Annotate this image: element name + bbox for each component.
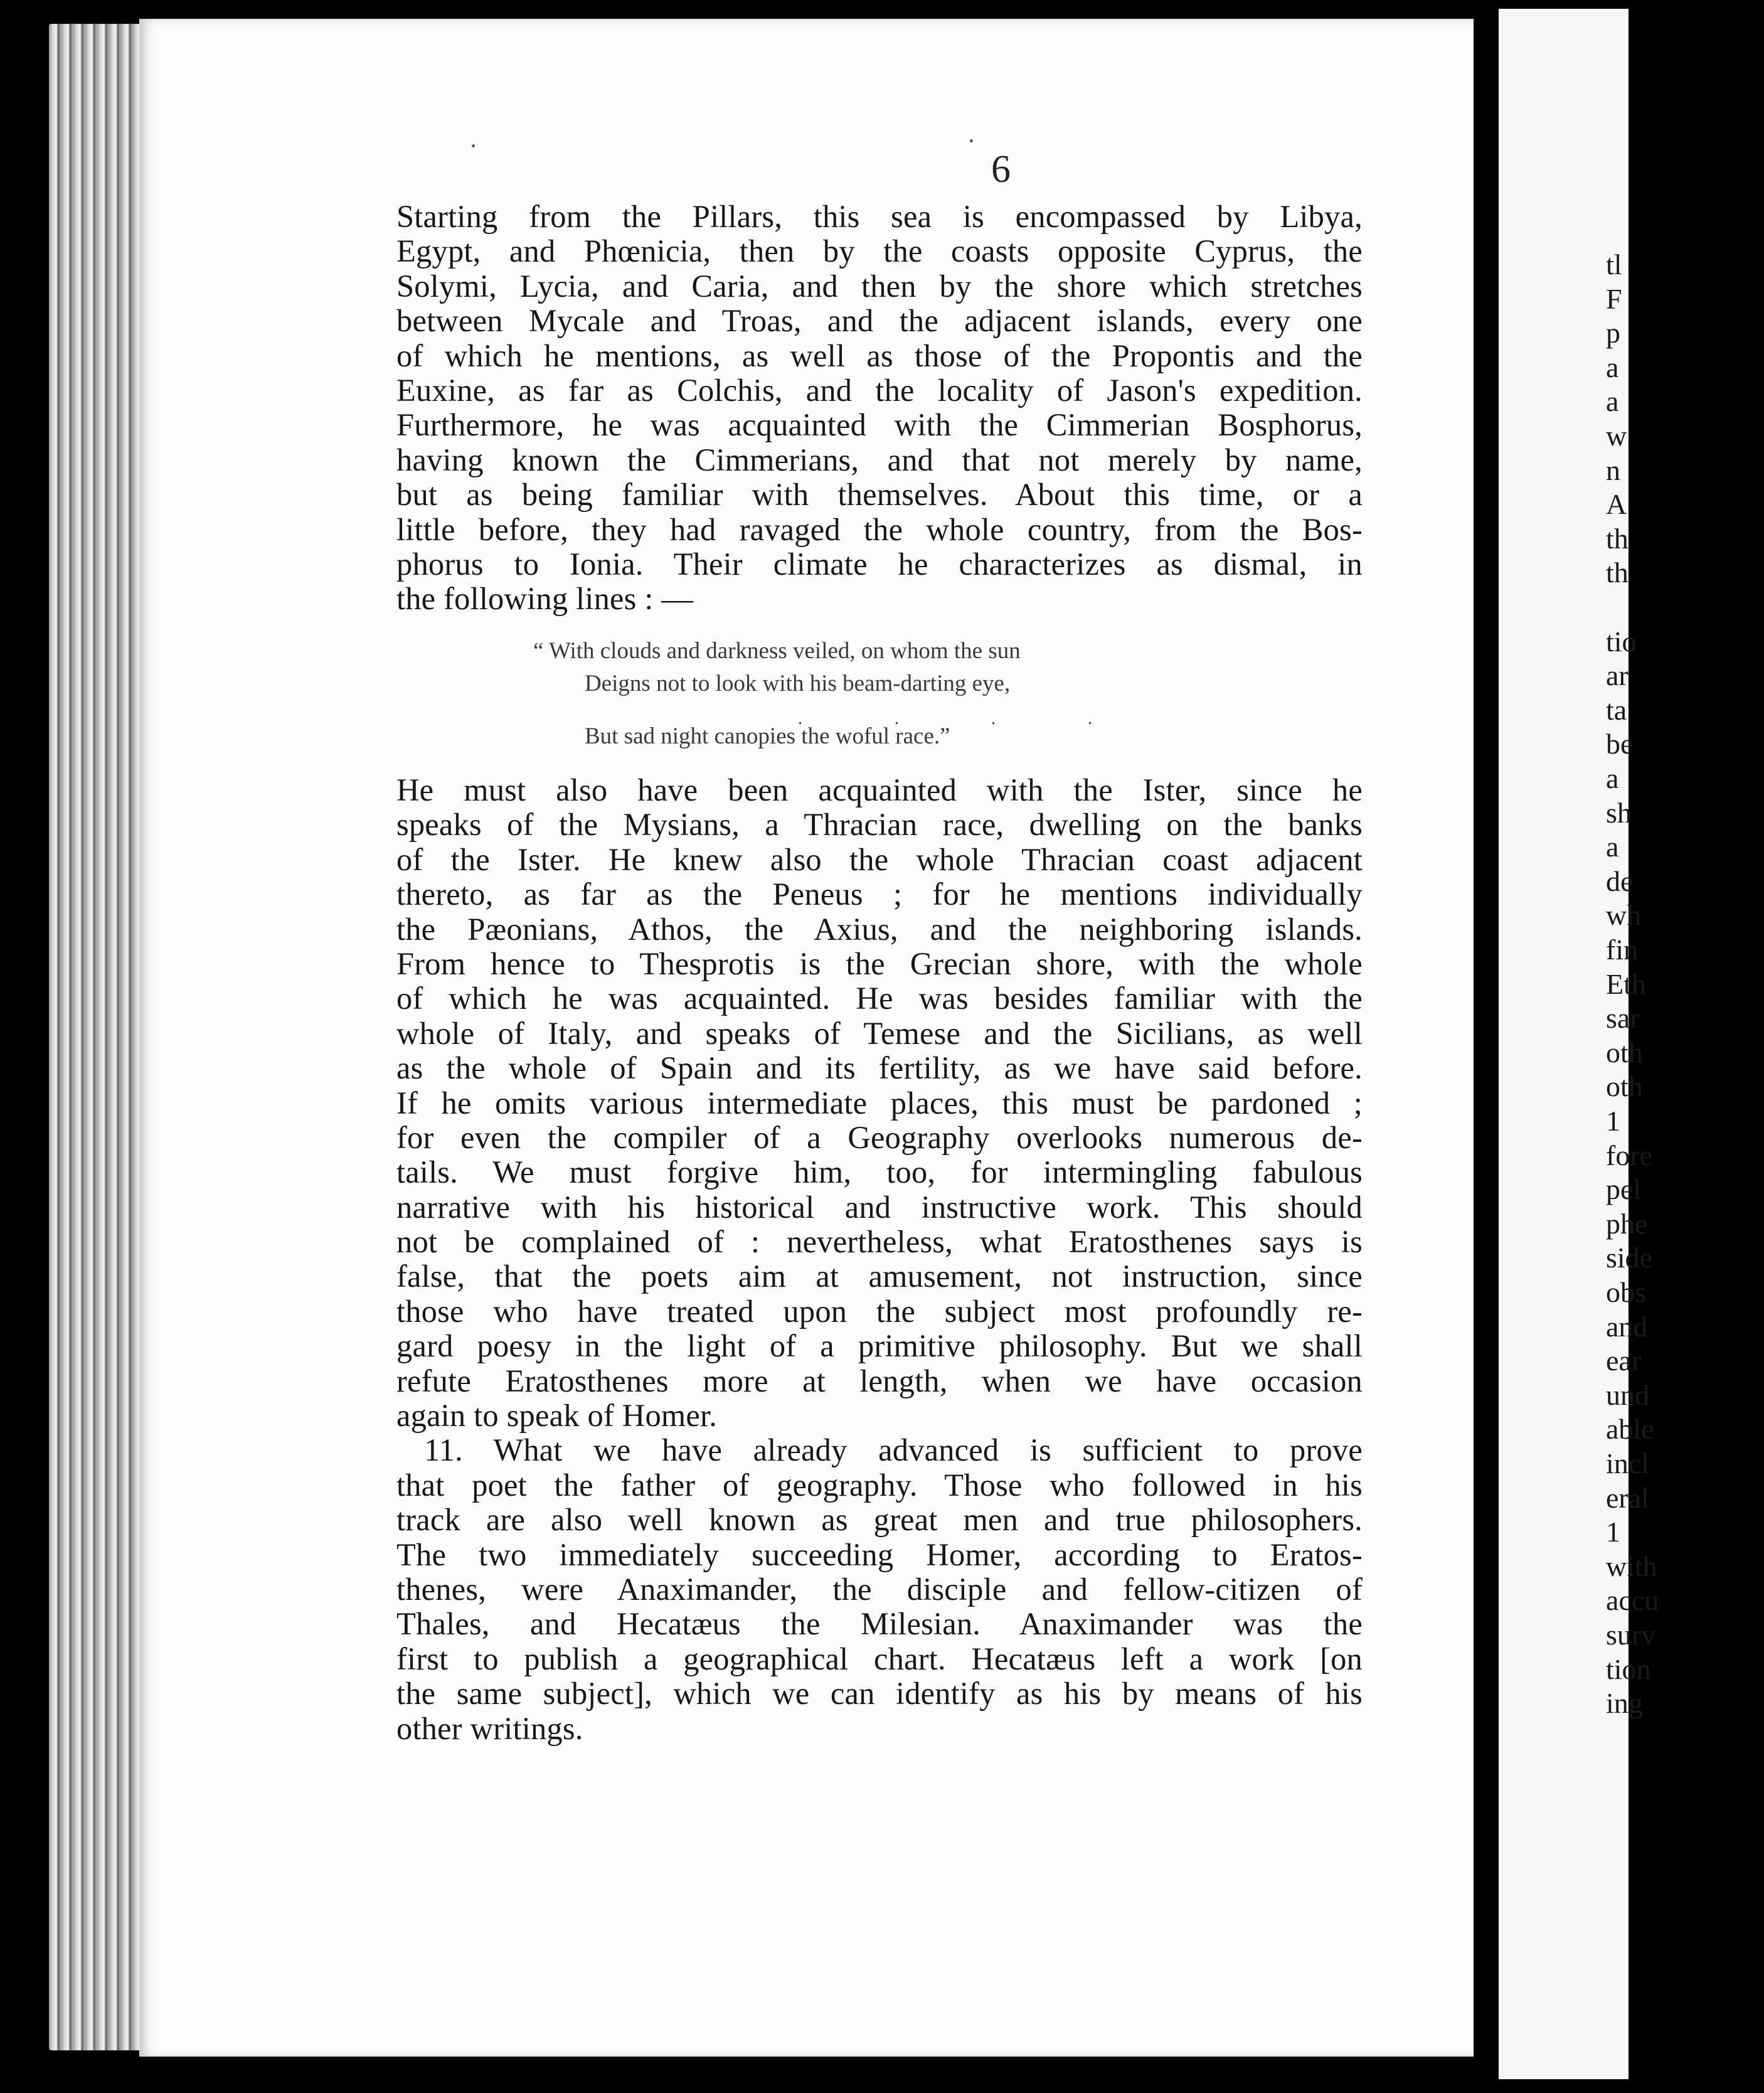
facing-page-fragment: eral	[1606, 1481, 1649, 1514]
facing-page-fragment: 1	[1606, 1105, 1620, 1137]
text-line: Solymi, Lycia, and Caria, and then by the shore which stretches	[396, 268, 1363, 304]
facing-page-fragment: ing	[1606, 1687, 1643, 1720]
verse-line-3: But sad night canopies the woful race.”	[585, 723, 950, 749]
page-number: 6	[991, 148, 1011, 191]
paragraph-3	[396, 1433, 1363, 1746]
text-line: of which he was acquainted. He was besides familiar with the	[396, 981, 1363, 1016]
text-line: From hence to Thesprotis is the Grecian shore, with the whole	[396, 945, 1363, 981]
page-body-text-continued	[396, 773, 1363, 1746]
text-line: the following lines : —	[396, 581, 694, 617]
text-line: 11. What we have already advanced is sufficient to prove	[424, 1432, 1363, 1468]
facing-page-fragment: sar	[1606, 1002, 1640, 1035]
facing-page-fragment: a	[1606, 831, 1619, 863]
facing-page-fragment: oth	[1606, 1070, 1643, 1103]
text-line: speaks of the Mysians, a Thracian race, dwelling on the banks	[396, 807, 1363, 843]
text-line: If he omits various intermediate places, this must be pardoned ;	[396, 1085, 1363, 1121]
text-line: of which he mentions, as well as those of the Propontis and the	[396, 338, 1363, 373]
facing-page-fragment: Eth	[1606, 967, 1646, 1000]
text-line: the Pæonians, Athos, the Axius, and the neighboring islands.	[396, 911, 1363, 947]
verse-ellipsis: . . . .	[798, 709, 1136, 728]
facing-page-fragment: w	[1606, 420, 1627, 452]
text-line: thereto, as far as the Peneus ; for he mentions individually	[396, 876, 1363, 912]
text-line: tails. We must forgive him, too, for intermingling fabulous	[396, 1154, 1363, 1190]
facing-page-fragment: ta	[1606, 693, 1627, 726]
text-line: gard poesy in the light of a primitive philosophy. But we shall	[396, 1328, 1363, 1364]
facing-page-fragment: and	[1606, 1310, 1648, 1343]
text-line: whole of Italy, and speaks of Temese and the Sicilians, as well	[396, 1015, 1363, 1051]
facing-page-fragment: ar	[1606, 659, 1629, 692]
facing-page-fragment: und	[1606, 1378, 1649, 1411]
text-line: the same subject], which we can identify as his by means of his	[396, 1676, 1363, 1712]
verse-line-1: “ With clouds and darkness veiled, on whom the sun	[533, 638, 1021, 664]
text-line: of the Ister. He knew also the whole Thracian coast adjacent	[396, 841, 1363, 877]
facing-page-fragment: 1	[1606, 1516, 1620, 1548]
facing-page-fragment: F	[1606, 282, 1622, 315]
facing-page-fragment: a	[1606, 351, 1619, 383]
facing-page-fragment: fin	[1606, 934, 1639, 966]
text-line: The two immediately succeeding Homer, according to Eratos-	[396, 1536, 1363, 1572]
facing-page-fragment: obs	[1606, 1276, 1646, 1308]
facing-page-fragment: side	[1606, 1242, 1653, 1274]
facing-page-fragment: n	[1606, 454, 1620, 486]
facing-page-fragment: a	[1606, 762, 1619, 794]
facing-page-fragment: phe	[1606, 1207, 1648, 1240]
text-line: track are also well known as great men and true philosophers.	[396, 1502, 1363, 1538]
paragraph-2	[396, 773, 1363, 1433]
text-line: refute Eratosthenes more at length, when we have occasion	[396, 1363, 1363, 1398]
facing-page-fragment: tl	[1606, 248, 1622, 280]
text-line: as the whole of Spain and its fertility, as we have said before.	[396, 1050, 1363, 1086]
facing-page-fragment: fore	[1606, 1139, 1653, 1171]
facing-page-fragment: a	[1606, 385, 1619, 418]
text-line: not be complained of : nevertheless, what Eratosthenes says is	[396, 1224, 1363, 1260]
facing-page-fragment: incl	[1606, 1447, 1649, 1479]
text-line: between Mycale and Troas, and the adjacent islands, every one	[396, 303, 1363, 339]
facing-page-fragment: with	[1606, 1550, 1657, 1582]
text-line: Furthermore, he was acquainted with the Cimmerian Bosphorus,	[396, 407, 1363, 443]
facing-page-fragment: able	[1606, 1413, 1654, 1446]
text-line: those who have treated upon the subject most profoundly re-	[396, 1293, 1363, 1329]
facing-page-fragment: oth	[1606, 1036, 1643, 1068]
text-line: little before, they had ravaged the whole country, from the Bos-	[396, 511, 1363, 547]
text-line: Starting from the Pillars, this sea is encompassed by Libya,	[396, 199, 1363, 234]
text-line: false, that the poets aim at amusement, not instruction, since	[396, 1259, 1363, 1294]
facing-page-fragment: be	[1606, 728, 1634, 760]
text-line: other writings.	[396, 1710, 583, 1746]
text-line: He must also have been acquainted with the Ister, since he	[396, 772, 1363, 807]
text-line: but as being familiar with themselves. About this time, or a	[396, 477, 1363, 513]
text-line: Egypt, and Phœnicia, then by the coasts opposite Cyprus, the	[396, 233, 1363, 269]
facing-page-fragment: th	[1606, 557, 1629, 589]
text-line: thenes, were Anaximander, the disciple and fellow-citizen of	[396, 1571, 1363, 1607]
facing-page-fragment: tion	[1606, 1653, 1651, 1685]
facing-page-fragment: pel	[1606, 1173, 1642, 1206]
text-line: again to speak of Homer.	[396, 1398, 718, 1434]
ink-speck	[472, 144, 475, 147]
text-line: narrative with his historical and instructive work. This should	[396, 1189, 1363, 1225]
facing-page-fragment: wh	[1606, 899, 1642, 932]
stacked-page-edges	[49, 24, 143, 2050]
facing-page-fragment: accu	[1606, 1584, 1659, 1617]
paragraph-1	[396, 200, 1363, 617]
text-line: first to publish a geographical chart. Hecatæus left a work [on	[396, 1641, 1363, 1676]
facing-page-fragment: A	[1606, 488, 1627, 521]
verse-line-2: Deigns not to look with his beam-darting eye,	[585, 671, 1011, 696]
text-line: Euxine, as far as Colchis, and the locality of Jason's expedition.	[396, 372, 1363, 408]
facing-page-fragment: th	[1606, 522, 1629, 555]
page-body-text	[396, 200, 1363, 617]
book-gutter	[1474, 0, 1499, 2093]
facing-page-fragment: surv	[1606, 1619, 1656, 1651]
text-line: having known the Cimmerians, and that not merely by name,	[396, 442, 1363, 477]
text-line: for even the compiler of a Geography overlooks numerous de-	[396, 1119, 1363, 1155]
text-line: that poet the father of geography. Those who followed in his	[396, 1467, 1363, 1503]
text-line: Thales, and Hecatæus the Milesian. Anaximander was the	[396, 1606, 1363, 1642]
facing-page-fragment: sh	[1606, 796, 1632, 829]
facing-page-fragment: ear	[1606, 1345, 1642, 1377]
facing-page-fragment: p	[1606, 317, 1620, 349]
text-line: phorus to Ionia. Their climate he characterizes as dismal, in	[396, 546, 1363, 582]
facing-page-fragment: tio	[1606, 625, 1637, 658]
facing-page-fragment: de	[1606, 865, 1634, 897]
ink-speck	[970, 139, 973, 142]
